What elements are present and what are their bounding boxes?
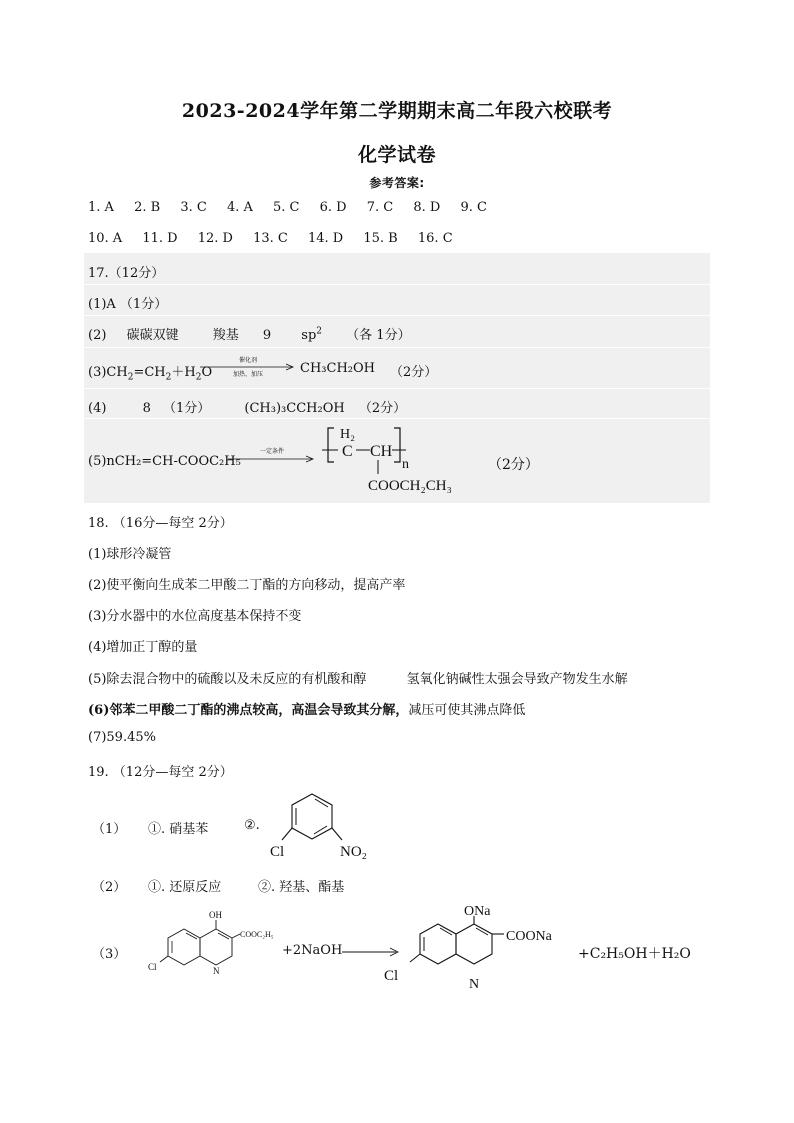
polyacrylate-structure [322, 422, 482, 498]
q17-heading: 17.（12分） [88, 266, 165, 281]
reaction-arrow-icon [228, 449, 316, 465]
q17-p3-water-o: O [201, 365, 213, 380]
ester-label: COOC₂H₅ [240, 930, 274, 939]
q19-p3-byproducts: +C₂H₅OH＋H₂O [578, 946, 691, 962]
q17-p4-answer-a: 8 [142, 401, 151, 416]
poly-c: C [342, 443, 353, 460]
q17-p3-plus-water: ＋H [171, 365, 196, 380]
q17-part-4 [88, 397, 406, 416]
q17-p3-score: （2分） [390, 365, 438, 380]
cl-label: Cl [384, 968, 399, 984]
q17-p2-score: （各 1分） [346, 328, 411, 343]
q17-part-3: $(3)CH_2=CH_2+H_2O$ [88, 365, 213, 383]
q17-p2-answer-d [301, 328, 322, 343]
divider [84, 388, 710, 389]
choice-answer: 3. C [180, 200, 207, 215]
q18-answer-5b: 氢氧化钠碱性太强会导致产物发生水解 [406, 672, 628, 687]
q17-part-1: (1)A （1分） [88, 297, 168, 312]
q17-part-2 [88, 324, 411, 343]
choice-answers-row-1 [88, 200, 503, 215]
ona-label: ONa [464, 904, 491, 919]
q18-answer-6 [88, 699, 525, 718]
q17-p2-sp-sup: 2 [316, 326, 323, 337]
q17-p4-score-a: （1分） [162, 401, 211, 416]
choice-answer: 13. C [253, 231, 288, 246]
choice-answer: 6. D [319, 200, 347, 215]
choice-answers-row-2 [88, 231, 469, 246]
choice-answer: 14. D [308, 231, 344, 246]
q18-answer-7: (7)59.45% [88, 730, 156, 745]
q19-p1-answer-a: ①. 硝基苯 [148, 822, 209, 837]
q17-p3-reactant-1b: =CH [133, 365, 166, 380]
choice-answer: 4. A [226, 200, 253, 215]
no2-label: NO₂ [340, 844, 367, 860]
quinoline-sodium-salt-structure [380, 900, 580, 1000]
choice-answer: 1. A [88, 200, 114, 215]
q18-answer-6b: 减压可使其沸点降低 [408, 703, 526, 718]
q17-p4-label: (4) [88, 401, 107, 416]
cl-label: Cl [270, 844, 285, 860]
q18-answer-4: (4)增加正丁醇的量 [88, 640, 198, 655]
q17-p3-arrow [200, 356, 296, 376]
q17-p5-conditions: 一定条件 [259, 448, 284, 455]
poly-ch: CH [370, 443, 393, 460]
q18-heading: 18. （16分—每空 2分） [88, 516, 233, 531]
quinoline-ester-structure [118, 908, 288, 992]
q17-p2-label: (2) [88, 328, 107, 343]
q19-heading: 19. （12分—每空 2分） [88, 765, 233, 780]
n-label: N [213, 966, 220, 976]
divider [84, 347, 710, 348]
q19-p2-answer-a: ①. 还原反应 [148, 880, 222, 895]
exam-title: 2023-2024学年第二学期期末高二年段六校联考 [181, 100, 613, 122]
q19-p2-answer-b: ②. 羟基、酯基 [258, 880, 345, 895]
poly-h2: H₂ [340, 427, 355, 442]
q18-answer-5a: (5)除去混合物中的硫酸以及未反应的有机酸和醇 [88, 672, 367, 687]
q19-p3-reagent: +2NaOH [282, 943, 343, 958]
choice-answer: 16. C [417, 231, 453, 246]
choice-answer: 15. B [363, 231, 398, 246]
poly-n: n [402, 457, 409, 472]
q18-answer-2: (2)使平衡向生成苯二甲酸二丁酯的方向移动，提高产率 [88, 578, 406, 593]
q19-p1-label: （1） [92, 822, 127, 837]
q18-answer-5 [88, 668, 628, 687]
choice-answer: 7. C [366, 200, 394, 215]
q17-p3-reactant-1: (3)CH [88, 365, 128, 380]
choice-answer: 2. B [134, 200, 161, 215]
q17-p2-sp: sp [301, 328, 317, 343]
choice-answer: 5. C [273, 200, 300, 215]
m-chloronitrobenzene-structure [262, 788, 382, 864]
cl-label: Cl [148, 962, 157, 972]
exam-subtitle: 化学试卷 [357, 144, 436, 166]
q17-p4-answer-b: (CH₃)₃CCH₂OH [244, 401, 345, 416]
q18-answer-3: (3)分水器中的水位高度基本保持不变 [88, 609, 302, 624]
coona-label: COONa [506, 929, 552, 944]
q17-p4-score-b: （2分） [358, 401, 407, 416]
q17-p3-catalyst: 催化剂 [238, 357, 257, 364]
choice-answer: 12. D [197, 231, 233, 246]
q18-answer-1: (1)球形冷凝管 [88, 547, 172, 562]
q17-p5-score: （2分） [488, 457, 539, 473]
n-label: N [469, 977, 480, 992]
answer-label: 参考答案: [369, 176, 425, 190]
q17-p2-answer-c: 9 [262, 328, 272, 343]
q17-p2-answer-b: 羧基 [212, 328, 239, 343]
q17-p3-product: CH₃CH₂OH [300, 361, 375, 376]
choice-answer: 8. D [413, 200, 441, 215]
q17-p3-conditions: 加热、加压 [232, 371, 263, 378]
q17-p2-answer-a: 碳碳双键 [126, 328, 179, 343]
divider [84, 418, 710, 419]
q19-p1-answer-b: ②. [244, 818, 260, 833]
q17-p5-arrow [228, 449, 316, 465]
choice-answer: 10. A [88, 231, 123, 246]
q19-p2-label: （2） [92, 880, 127, 895]
divider [84, 315, 710, 316]
q18-answer-6a: (6)邻苯二甲酸二丁酯的沸点较高，高温会导致其分解， [88, 703, 409, 718]
q19-p3-label: （3） [92, 947, 127, 962]
divider [84, 284, 710, 285]
poly-ester-group: COOCH₂CH₃ [368, 478, 452, 494]
choice-answer: 11. D [142, 231, 178, 246]
choice-answer: 9. C [460, 200, 487, 215]
oh-label: OH [209, 910, 222, 920]
q17-p5-reactant: (5)nCH₂=CH-COOC₂H₅ [88, 454, 241, 469]
